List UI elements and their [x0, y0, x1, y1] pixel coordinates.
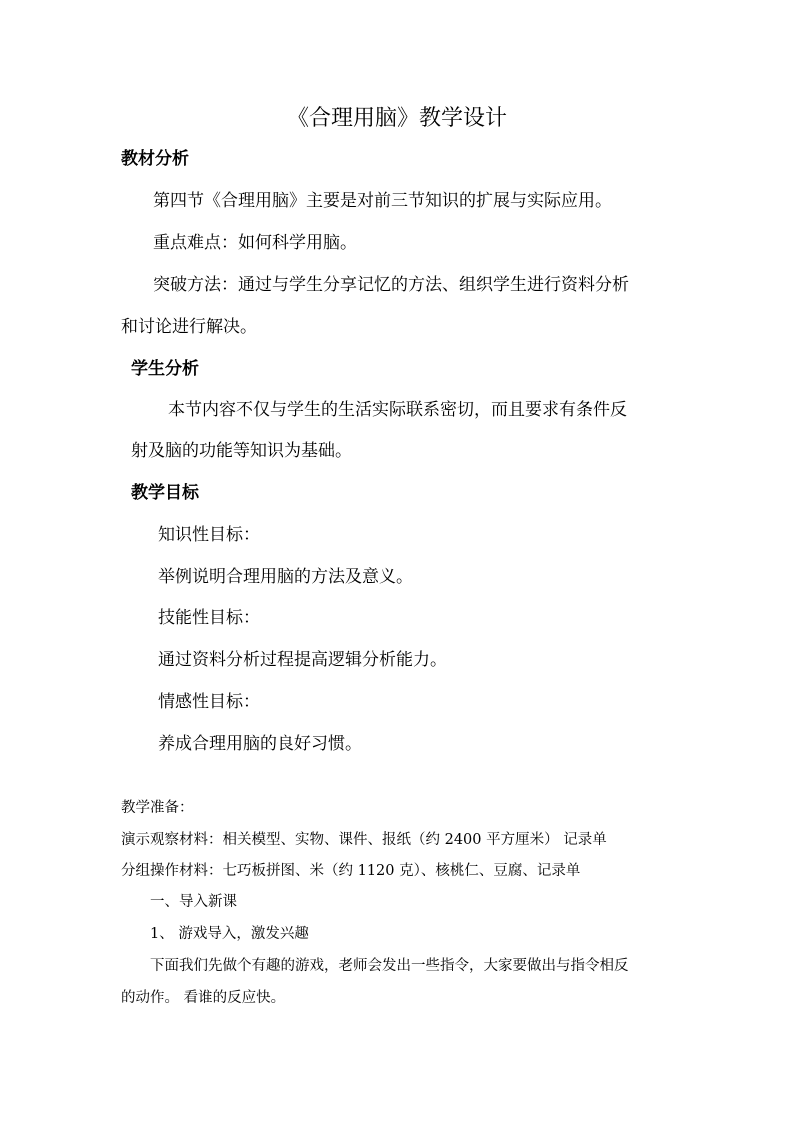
breakthrough-method-line-2: 和讨论进行解决。 — [121, 317, 257, 337]
group-materials-text: 分组操作材料：七巧板拼图、米（约 1120 克）、核桃仁、豆腐、记录单 — [121, 863, 581, 879]
knowledge-goal-text: 举例说明合理用脑的方法及意义。 — [158, 567, 413, 587]
student-analysis-heading: 学生分析 — [131, 359, 199, 379]
knowledge-goal-label: 知识性目标： — [158, 525, 260, 545]
key-difficulty-text: 重点难点：如何科学用脑。 — [153, 233, 357, 253]
emotion-goal-text: 养成合理用脑的良好习惯。 — [158, 734, 362, 754]
material-analysis-paragraph: 第四节《合理用脑》主要是对前三节知识的扩展与实际应用。 — [153, 191, 612, 211]
student-analysis-line-1: 本节内容不仅与学生的生活实际联系密切，而且要求有条件反 — [168, 400, 627, 420]
document-title: 《合理用脑》教学设计 — [286, 106, 507, 131]
intro-step-1: 1、 游戏导入，激发兴趣 — [150, 926, 309, 942]
preparation-label: 教学准备： — [121, 800, 194, 816]
intro-heading: 一、导入新课 — [150, 894, 237, 910]
skill-goal-label: 技能性目标： — [158, 608, 260, 628]
intro-paragraph-line-2: 的动作。 看谁的反应快。 — [121, 990, 286, 1006]
teaching-goals-heading: 教学目标 — [131, 483, 199, 503]
demo-materials-text: 演示观察材料：相关模型、实物、课件、报纸（约 2400 平方厘米） 记录单 — [121, 832, 607, 848]
material-analysis-heading: 教材分析 — [121, 149, 189, 169]
breakthrough-method-line-1: 突破方法：通过与学生分享记忆的方法、组织学生进行资料分析 — [153, 275, 629, 295]
emotion-goal-label: 情感性目标： — [158, 692, 260, 712]
intro-paragraph-line-1: 下面我们先做个有趣的游戏，老师会发出一些指令，大家要做出与指令相反 — [150, 958, 629, 974]
student-analysis-line-2: 射及脑的功能等知识为基础。 — [131, 441, 352, 461]
skill-goal-text: 通过资料分析过程提高逻辑分析能力。 — [158, 650, 447, 670]
